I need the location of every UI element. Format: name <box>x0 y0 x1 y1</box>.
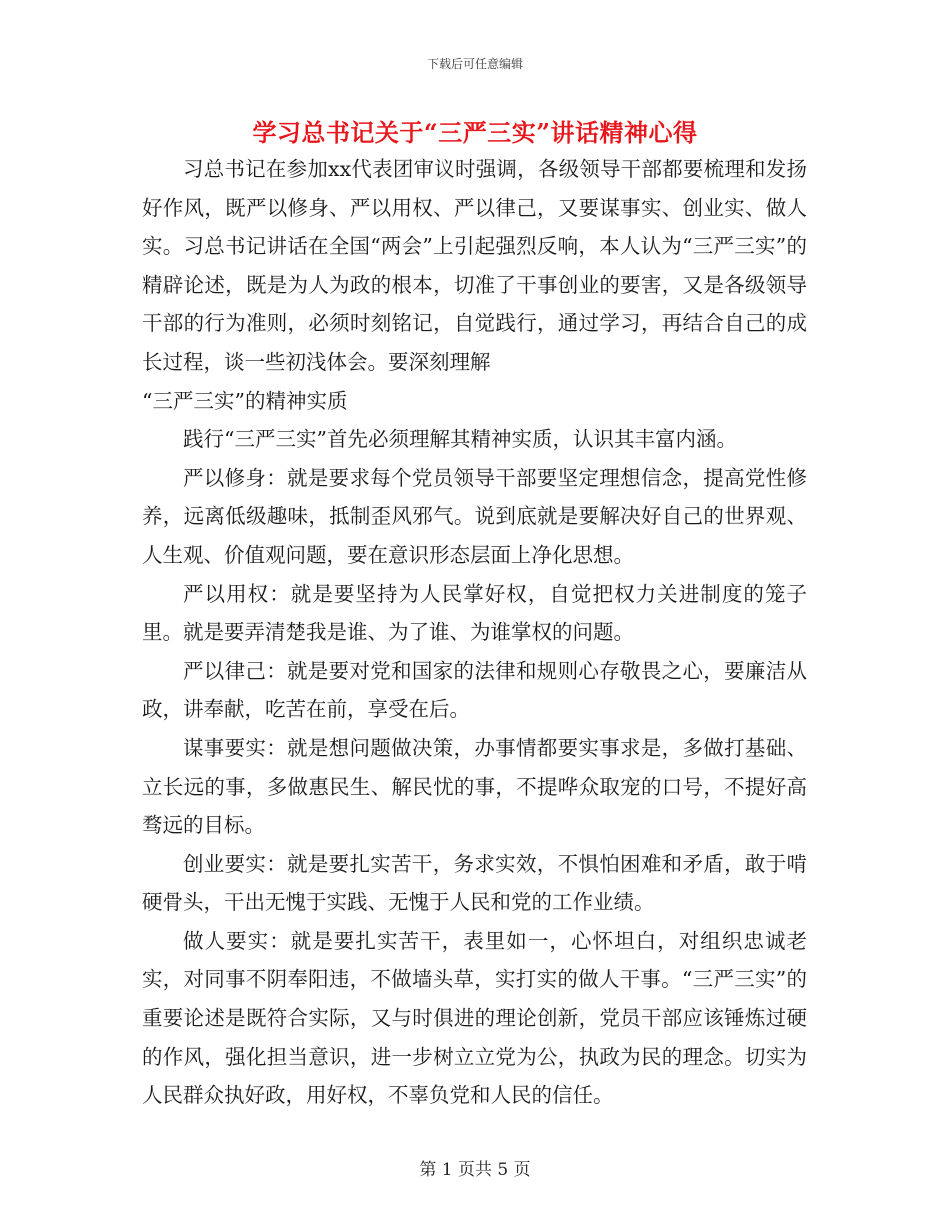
paragraph-entrepreneurship: 创业要实：就是要扎实苦干，务求实效，不惧怕困难和矛盾，敢于啃硬骨头，干出无愧于实践、无愧于人民和党的工作业绩。 <box>142 851 807 915</box>
document-body <box>142 150 807 1115</box>
paragraph-planning: 谋事要实：就是想问题做决策，办事情都要实事求是，多做打基础、立长远的事，多做惠民生、解民忧的事，不提哗众取宠的口号，不提好高骛远的目标。 <box>142 735 807 838</box>
paragraph-self-discipline: 严以律己：就是要对党和国家的法律和规则心存敬畏之心，要廉洁从政，讲奉献，吃苦在前，享受在后。 <box>142 658 807 722</box>
paragraph-intro: 习总书记在参加xx代表团审议时强调，各级领导干部都要梳理和发扬好作风，既严以修身、严以用权、严以律己，又要谋事实、创业实、做人实。习总书记讲话在全国“两会”上引起强烈反响，本人认为“三严三实”的精辟论述，既是为人为政的根本，切准了干事创业的要害，又是各级领导干部的行为准则，必须时刻铭记，自觉践行，通过学习，再结合自己的成长过程，谈一些初浅体会。要深刻理解 <box>142 157 807 374</box>
document-title: 学习总书记关于“三严三实”讲话精神心得 <box>252 118 698 147</box>
paragraph-self-cultivation: 严以修身：就是要求每个党员领导干部要坚定理想信念，提高党性修养，远离低级趣味，抵制歪风邪气。说到底就是要解决好自己的世界观、人生观、价值观问题，要在意识形态层面上净化思想。 <box>142 465 807 567</box>
paragraph-use-of-power: 严以用权：就是要坚持为人民掌好权，自觉把权力关进制度的笼子里。就是要弄清楚我是谁、为了谁、为谁掌权的问题。 <box>142 581 807 645</box>
header-note: 下载后可任意编辑 <box>426 57 523 71</box>
paragraph-essence: 践行“三严三实”首先必须理解其精神实质，认识其丰富内涵。 <box>183 427 737 452</box>
paragraph-subheading: “三严三实”的精神实质 <box>142 388 348 413</box>
page-number: 第 1 页共 5 页 <box>419 1160 531 1180</box>
paragraph-conduct: 做人要实：就是要扎实苦干，表里如一，心怀坦白，对组织忠诚老实，对同事不阴奉阳违，不做墙头草，实打实的做人干事。“三严三实”的重要论述是既符合实际，又与时俱进的理论创新，党员干部应该锤炼过硬的作风，强化担当意识，进一步树立立党为公，执政为民的理念。切实为人民群众执好政，用好权，不辜负党和人民的信任。 <box>142 928 807 1108</box>
